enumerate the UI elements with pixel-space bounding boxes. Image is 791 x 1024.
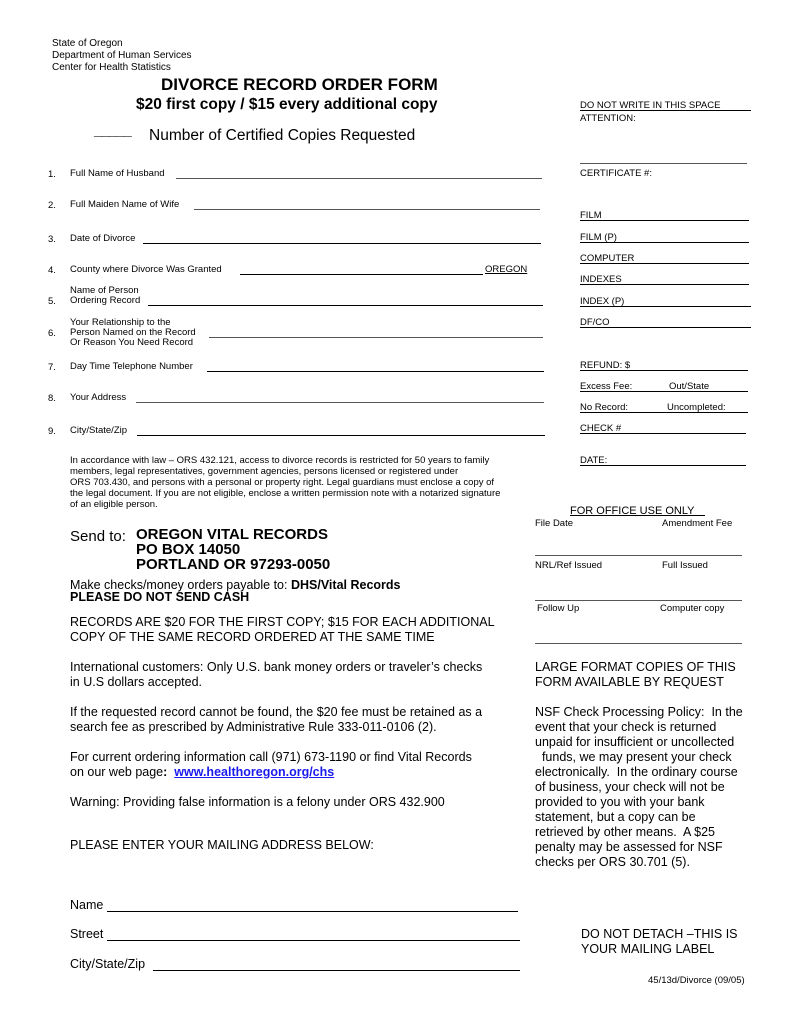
form-title: DIVORCE RECORD ORDER FORM <box>161 75 438 94</box>
full-issued-label: Full Issued <box>662 560 708 571</box>
fees-line-2: COPY OF THE SAME RECORD ORDERED AT THE SAME TIME <box>70 630 435 644</box>
excess-fee-field <box>580 391 748 392</box>
certificate-label: CERTIFICATE #: <box>580 168 652 179</box>
nsf-line-3: unpaid for insufficient or uncollected <box>535 735 735 749</box>
do-not-write-label: DO NOT WRITE IN THIS SPACE <box>580 100 721 111</box>
fees-line-1: RECORDS ARE $20 FOR THE FIRST COPY; $15 FOR EACH ADDITIONAL <box>70 615 495 629</box>
field-number: 3. <box>48 234 56 245</box>
follow-up-line <box>535 643 742 644</box>
film-p-field <box>580 242 749 243</box>
field-label-orderer-2: Ordering Record <box>70 295 141 306</box>
nsf-line-5: electronically. In the ordinary course <box>535 765 738 779</box>
uncompleted-label: Uncompleted: <box>667 402 726 413</box>
field-label-relationship-2: Person Named on the Record <box>70 327 196 338</box>
field-number: 8. <box>48 393 56 404</box>
mailing-name-field[interactable] <box>107 911 518 912</box>
no-record-label: No Record: <box>580 402 629 413</box>
detach-line-1: DO NOT DETACH –THIS IS <box>581 927 738 941</box>
wife-name-field[interactable] <box>194 209 540 210</box>
date-field <box>580 465 746 466</box>
field-label-relationship-3: Or Reason You Need Record <box>70 337 194 348</box>
city-state-zip-field[interactable] <box>137 435 545 436</box>
field-number: 4. <box>48 265 56 276</box>
oregon-label: OREGON <box>485 264 528 275</box>
computer-label: COMPUTER <box>580 253 635 264</box>
field-number: 9. <box>48 426 56 437</box>
send-to-line-2: PO BOX 14050 <box>136 541 241 558</box>
mailing-prompt: PLEASE ENTER YOUR MAILING ADDRESS BELOW: <box>70 838 374 852</box>
no-cash-notice: PLEASE DO NOT SEND CASH <box>70 590 250 604</box>
large-format-line-1: LARGE FORMAT COPIES OF THIS <box>535 660 736 674</box>
field-label-phone: Day Time Telephone Number <box>70 361 193 372</box>
intl-line-1: International customers: Only U.S. bank money orders or traveler’s checks <box>70 660 483 674</box>
address-field[interactable] <box>136 402 544 403</box>
refund-label: REFUND: $ <box>580 360 631 371</box>
nrl-ref-line <box>535 600 742 601</box>
attention-label: ATTENTION: <box>580 113 636 124</box>
notfound-line-2: search fee as prescribed by Administrative Rule 333-011-0106 (2). <box>70 720 437 734</box>
nsf-line-1: NSF Check Processing Policy: In the <box>535 705 743 719</box>
payable-to: DHS/Vital Records <box>290 578 401 592</box>
mailing-city-field[interactable] <box>153 970 520 971</box>
df-co-label: DF/CO <box>580 317 610 328</box>
law-notice-line-2: members, legal representatives, government agencies, persons licensed or registered under <box>70 466 459 477</box>
attention-line <box>580 163 747 164</box>
field-label-date: Date of Divorce <box>70 233 136 244</box>
field-label-wife: Full Maiden Name of Wife <box>70 199 180 210</box>
county-field[interactable] <box>240 274 483 275</box>
film-field <box>580 220 749 221</box>
field-number: 1. <box>48 169 56 180</box>
copies-blank[interactable]: _____ <box>94 122 131 139</box>
df-co-field <box>580 327 751 328</box>
field-number: 2. <box>48 200 56 211</box>
ordering-line-2: on our web page <box>70 765 164 779</box>
index-p-label: INDEX (P) <box>580 296 625 307</box>
form-number: 45/13d/Divorce (09/05) <box>648 975 745 986</box>
mailing-street-field[interactable] <box>107 940 520 941</box>
nsf-line-6: of business, your check will not be <box>535 780 725 794</box>
pricing-subtitle: $20 first copy / $15 every additional copy <box>136 96 438 113</box>
for-office-use-label: FOR OFFICE USE ONLY <box>570 505 695 517</box>
film-p-label: FILM (P) <box>580 232 617 243</box>
ordering-colon: : <box>163 765 175 779</box>
law-notice-line-5: of an eligible person. <box>70 499 158 510</box>
field-label-address: Your Address <box>70 392 127 403</box>
field-label-orderer-1: Name of Person <box>70 285 139 296</box>
divorce-date-field[interactable] <box>143 243 541 244</box>
detach-line-2: YOUR MAILING LABEL <box>581 942 715 956</box>
copies-label: Number of Certified Copies Requested <box>149 127 416 144</box>
law-notice-line-1: In accordance with law – ORS 432.121, access to divorce records is restricted for 50 years to family <box>70 455 490 466</box>
send-to-label: Send to: <box>70 528 126 545</box>
computer-copy-label: Computer copy <box>660 603 725 614</box>
law-notice-line-3: ORS 703.430, and persons with a personal or property right. Legal guardians must enclose a copy of <box>70 477 495 488</box>
husband-name-field[interactable] <box>176 178 542 179</box>
nsf-line-10: penalty may be assessed for NSF <box>535 840 723 854</box>
index-p-field <box>580 306 751 307</box>
film-label: FILM <box>580 210 602 221</box>
send-to-line-1: OREGON VITAL RECORDS <box>136 526 328 543</box>
nsf-line-8: statement, but a copy can be <box>535 810 696 824</box>
agency-line-3: Center for Health Statistics <box>52 62 171 73</box>
indexes-label: INDEXES <box>580 274 622 285</box>
relationship-field[interactable] <box>209 337 543 338</box>
field-label-relationship-1: Your Relationship to the <box>70 317 171 328</box>
nsf-line-2: event that your check is returned <box>535 720 717 734</box>
ordering-line-1: For current ordering information call (971) 673-1190 or find Vital Records <box>70 750 472 764</box>
payable-prefix: Make checks/money orders payable to: <box>70 578 291 592</box>
mailing-name-label: Name <box>70 898 104 912</box>
nsf-line-9: retrieved by other means. A $25 <box>535 825 715 839</box>
follow-up-label: Follow Up <box>537 603 580 614</box>
nsf-line-4: funds, we may present your check <box>535 750 732 764</box>
orderer-name-field[interactable] <box>148 305 543 306</box>
web-link[interactable]: www.healthoregon.org/chs <box>174 765 335 779</box>
out-state-label: Out/State <box>669 381 710 392</box>
computer-field <box>580 263 749 264</box>
field-label-city: City/State/Zip <box>70 425 128 436</box>
amendment-fee-label: Amendment Fee <box>662 518 733 529</box>
field-number: 7. <box>48 362 56 373</box>
notfound-line-1: If the requested record cannot be found, the $20 fee must be retained as a <box>70 705 483 719</box>
check-label: CHECK # <box>580 423 622 434</box>
excess-fee-label: Excess Fee: <box>580 381 633 392</box>
large-format-line-2: FORM AVAILABLE BY REQUEST <box>535 675 724 689</box>
date-label: DATE: <box>580 455 608 466</box>
refund-field <box>580 370 748 371</box>
field-number: 5. <box>48 296 56 307</box>
phone-field[interactable] <box>207 371 544 372</box>
indexes-field <box>580 284 749 285</box>
nsf-line-11: checks per ORS 30.701 (5). <box>535 855 690 869</box>
file-date-line <box>535 555 742 556</box>
file-date-label: File Date <box>535 518 574 529</box>
no-record-field <box>580 412 748 413</box>
warning-notice: Warning: Providing false information is a felony under ORS 432.900 <box>70 795 445 809</box>
mailing-city-label: City/State/Zip <box>70 957 146 971</box>
for-office-use-underline <box>570 515 705 516</box>
law-notice-line-4: the legal document. If you are not eligible, enclose a written permission note with a notarized signature <box>70 488 501 499</box>
field-label-county: County where Divorce Was Granted <box>70 264 222 275</box>
mailing-street-label: Street <box>70 927 104 941</box>
do-not-write-underline <box>580 110 751 111</box>
send-to-line-3: PORTLAND OR 97293-0050 <box>136 556 331 573</box>
field-label-husband: Full Name of Husband <box>70 168 165 179</box>
intl-line-2: in U.S dollars accepted. <box>70 675 203 689</box>
nrl-ref-issued-label: NRL/Ref Issued <box>535 560 603 571</box>
field-number: 6. <box>48 328 56 339</box>
agency-line-2: Department of Human Services <box>52 50 192 61</box>
agency-line-1: State of Oregon <box>52 38 123 49</box>
check-field <box>580 433 746 434</box>
nsf-line-7: provided to you with your bank <box>535 795 705 809</box>
